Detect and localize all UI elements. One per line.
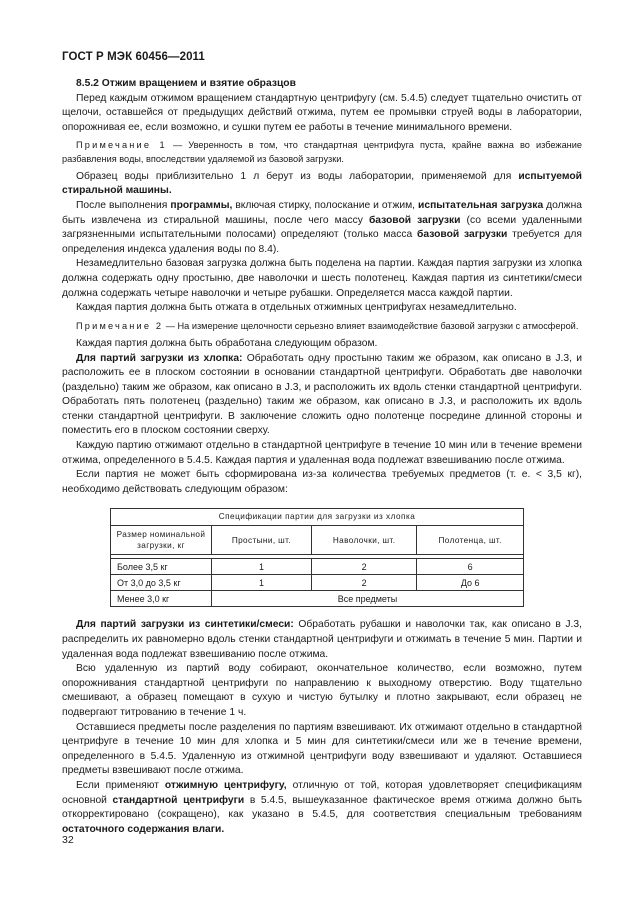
table-row (111, 575, 524, 591)
table-cell: 1 (212, 575, 312, 591)
paragraph-10 (62, 618, 582, 662)
spec-table (110, 508, 524, 607)
table-cell-merged: Все предметы (212, 591, 524, 607)
p7-text: Обработать одну простыню таким же образом, как описано в J.3, и расположить ее в плоском состоянии в основании стандартной центрифуги. Обработать две наволочки (раздельно) таким же образом, как описано в J.3, и расположить их вдоль стенки стандартной центрифуги. Обработать пять полотенец (раздельно) таким же образом, как описано в J.3, и расположить их вдоль стенки стандартной центрифуги. В заключение сложить одно полотенце посредине длинной стороны и поместить его в плоском состоянии сверху. (62, 352, 582, 437)
document-body (62, 77, 582, 837)
p10-text: Обработать рубашки и наволочки так, как описано в J.3, распределить их равномерно вдоль стенки стандартной центрифуги и отжимать в течение 5 мин. Партии и удаленная вода подлежат взвешиванию после отжима. (62, 619, 582, 660)
table-cell: 6 (417, 559, 524, 575)
paragraph-11: Всю удаленную из партий воду собирают, окончательное количество, если возможно, путем опорожнивания стандартной центрифуги по направлению к выходному отверстию. Воду тщательно смешивают, а образец помещают в сухую и чистую бутылку и плотно закрывают, если образец не подвергают титрованию в течение 1 ч. (62, 663, 582, 719)
p13-text-a: Если применяют (76, 779, 165, 791)
p3-text-g: (со всеми удаленными загрязненными испытательными полосами) определяют (только масса (62, 214, 582, 241)
p3-term-program: программы, (170, 199, 233, 211)
paragraph-4: Незамедлительно базовая загрузка должна быть поделена на партии. Каждая партия загрузки из хлопка должна содержать одну простыню, две наволочки и шесть полотенец. Каждая партия из синтетики/смеси должна содержать четыре наволочки и четыре рубашки. Определяется масса каждой партии. (62, 258, 582, 299)
p2-term: испытуемой стиральной машины. (62, 170, 582, 197)
note-1-label: Примечание 1 (76, 140, 167, 151)
p7-heading: Для партий загрузки из хлопка: (76, 352, 243, 364)
p3-text-a: После выполнения (76, 199, 171, 211)
paragraph-8: Каждую партию отжимают отдельно в стандартной центрифуге в течение 10 мин или в течение времени отжима, определенного в 5.4.5. Каждая партия и удаленная вода подлежат взвешиванию после отжима. (62, 440, 582, 466)
p3-text-e: должна быть извлечена из стиральной машины, после чего массу (62, 199, 582, 226)
note-1 (62, 139, 582, 165)
table-caption: Спецификации партии для загрузки из хлопка (111, 509, 524, 526)
note-2-label: Примечание 2 (76, 320, 164, 331)
spec-table-wrapper (110, 508, 582, 607)
note-2-text: — На измерение щелочности серьезно влияет взаимодействие базовой загрузки с атмосферой. (163, 320, 579, 331)
table-row (111, 559, 524, 575)
table-cell: 2 (311, 559, 416, 575)
table-header-towels: Полотенца, шт. (417, 526, 524, 555)
paragraph-12: Оставшиеся предметы после разделения по партиям взвешивают. Их отжимают отдельно в стандартной центрифуге в течение 10 мин для хлопка и 5 мин для синтетики/смеси или же в течение времени, определенного в 5.4.5. Удаленную из отжимной центрифуги воду взвешивают и удаляют. Оставшиеся предметы взвешивают после отжима. (62, 721, 582, 777)
table-header-pillowcases: Наволочки, шт. (311, 526, 416, 555)
table-cell: 2 (311, 575, 416, 591)
table-header-sheets: Простыни, шт. (212, 526, 312, 555)
table-header-size: Размер номинальной загрузки, кг (111, 526, 212, 555)
p2-text: Образец воды приблизительно 1 л берут из воды лаборатории, применяемой для (76, 170, 519, 182)
page-number: 32 (62, 834, 74, 846)
p13-text-c: отличную от той, которая удовлетворяет спецификациям основной (62, 779, 582, 806)
paragraph-13 (62, 779, 582, 837)
p3-text-i: требуется для определения индекса удаления воды по 8.4). (62, 229, 582, 255)
table-cell: 1 (212, 559, 312, 575)
p3-term-base-load: базовой загрузки (368, 214, 461, 226)
p10-heading: Для партий загрузки из синтетики/смеси: (76, 619, 294, 631)
table-row-label: Более 3,5 кг (111, 559, 212, 575)
document-header: ГОСТ Р МЭК 60456—2011 (62, 51, 205, 63)
paragraph-6: Каждая партия должна быть обработана следующим образом. (76, 337, 378, 349)
paragraph-5: Каждая партия должна быть отжата в отдельных отжимных центрифугах незамедлительно. (76, 302, 517, 314)
paragraph-7 (62, 352, 582, 440)
paragraph-2 (62, 170, 582, 199)
note-2 (62, 320, 582, 333)
table-cell: До 6 (417, 575, 524, 591)
table-row-label: От 3,0 до 3,5 кг (111, 575, 212, 591)
p13-term-standard-centrifuge: стандартной центрифуги (112, 794, 245, 806)
table-row-label: Менее 3,0 кг (111, 591, 212, 607)
p13-text-e: в 5.4.5, вышеуказанное фактическое время отжима должно быть откорректировано (сокращено), как указано в 5.4.5, для соответствия специальным требованиям (62, 794, 582, 821)
section-title: 8.5.2 Отжим вращением и взятие образцов (76, 78, 296, 89)
paragraph-1: Перед каждым отжимом вращением стандартную центрифугу (см. 5.4.5) следует тщательно очистить от щелочи, оставшейся от предыдущих действий отжима, путем ее промывки струей воды в лаборатории, опорожнивая ее, если возможно, и сушки путем ее работы в течение минимального времени. (62, 92, 582, 133)
note-1-text: — Уверенность в том, что стандартная центрифуга пуста, крайне важна во избежание разбавления воды, впоследствии удаляемой из базовой загрузки. (62, 140, 582, 164)
table-row (111, 591, 524, 607)
paragraph-3 (62, 199, 582, 257)
p13-term-spin-centrifuge: отжимную центрифугу, (164, 779, 287, 791)
p13-term-residual-moisture: остаточного содержания влаги. (62, 823, 225, 835)
p3-term-base-load-2: базовой загрузки (417, 229, 508, 241)
p3-text-c: включая стирку, полоскание и отжим, (232, 199, 419, 211)
p3-term-test-load: испытательная загрузка (418, 199, 544, 211)
paragraph-9: Если партия не может быть сформирована из-за количества требуемых предметов (т. е. < 3,5 кг), необходимо действовать следующим образом: (62, 469, 582, 495)
